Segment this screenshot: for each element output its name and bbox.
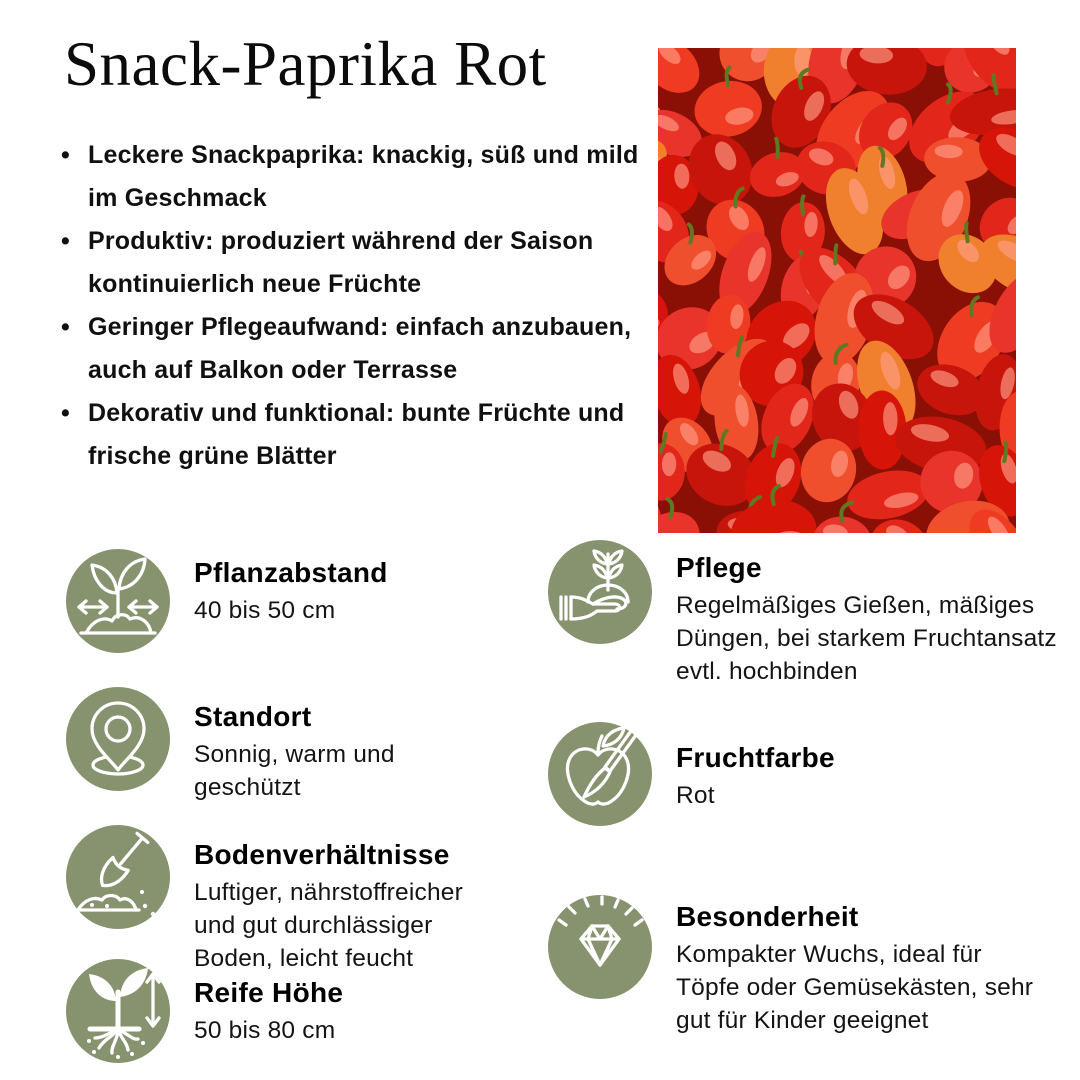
spec-value: Luftiger, nährstoffreicher und gut durchlässiger Boden, leicht feucht xyxy=(194,879,463,972)
location-pin-icon xyxy=(66,687,170,791)
hand-plant-icon xyxy=(548,540,652,644)
spec-label: Fruchtfarbe xyxy=(676,742,835,773)
spec-value: Sonnig, warm und geschützt xyxy=(194,741,395,801)
page-title: Snack-Paprika Rot xyxy=(64,29,547,99)
spec-value: Rot xyxy=(676,782,715,809)
bullet-item: • Geringer Pflegeaufwand: einfach anzubauen, auch auf Balkon oder Terrasse xyxy=(58,306,650,392)
spec-standort xyxy=(66,687,439,804)
pepper-photo-illustration xyxy=(658,48,1016,533)
spec-value: Kompakter Wuchs, ideal für Töpfe oder Gemüsekästen, sehr gut für Kinder geeignet xyxy=(676,941,1034,1034)
spec-label: Bodenverhältnisse xyxy=(194,839,450,870)
feature-list xyxy=(58,134,650,478)
spec-value: 40 bis 50 cm xyxy=(194,597,336,624)
spec-reife-hoehe xyxy=(66,959,343,1063)
spec-value: Regelmäßiges Gießen, mäßiges Düngen, bei starkem Fruchtansatz evtl. hochbinden xyxy=(676,592,1057,685)
diamond-sparkle-icon xyxy=(548,895,652,999)
product-photo xyxy=(658,48,1016,533)
spec-bodenverhaeltnisse xyxy=(66,825,496,975)
spec-label: Pflanzabstand xyxy=(194,557,388,588)
bullet-item: • Dekorativ und funktional: bunte Früchte und frische grüne Blätter xyxy=(58,392,650,478)
spec-label: Besonderheit xyxy=(676,901,859,932)
spec-pflanzabstand xyxy=(66,549,388,653)
spec-label: Standort xyxy=(194,701,312,732)
spec-label: Pflege xyxy=(676,552,762,583)
shovel-soil-icon xyxy=(66,825,170,929)
bullet-item: • Produktiv: produziert während der Saison kontinuierlich neue Früchte xyxy=(58,220,650,306)
spec-besonderheit xyxy=(548,895,1048,1037)
spec-value: 50 bis 80 cm xyxy=(194,1017,336,1044)
apple-paintbrush-icon xyxy=(548,722,652,826)
spec-label: Reife Höhe xyxy=(194,977,344,1008)
bullet-item: • Leckere Snackpaprika: knackig, süß und mild im Geschmack xyxy=(58,134,650,220)
spec-pflege xyxy=(548,540,1064,688)
spec-fruchtfarbe xyxy=(548,722,835,826)
plant-height-icon xyxy=(66,959,170,1063)
planting-distance-icon xyxy=(66,549,170,653)
